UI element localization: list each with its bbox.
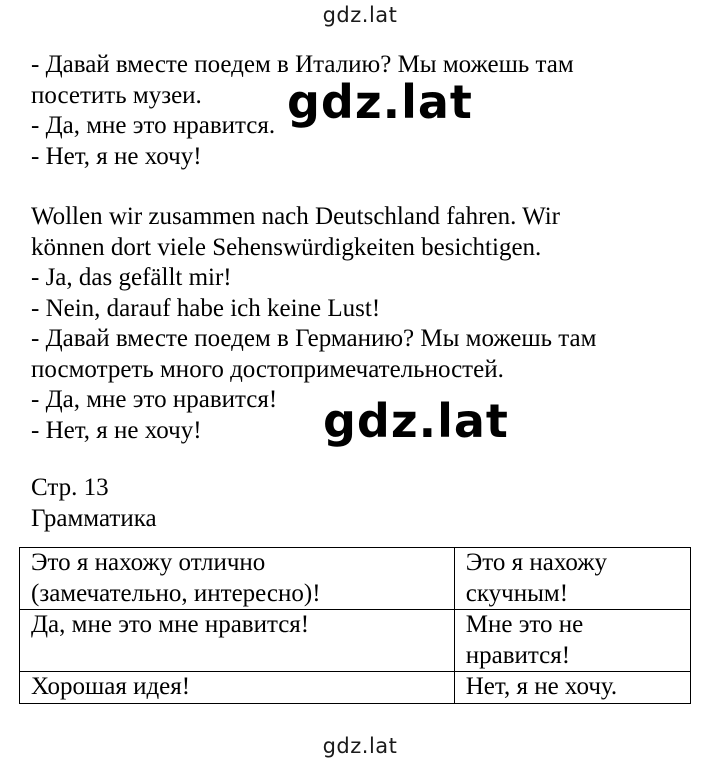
table-row bbox=[20, 610, 691, 672]
table-cell bbox=[454, 548, 690, 610]
text-line: посмотреть много достопримечательностей. bbox=[31, 355, 504, 383]
cell-line: Это я нахожу bbox=[465, 549, 608, 576]
watermark-logo: gdz.lat bbox=[287, 75, 473, 129]
cell-line: Да, мне это мне нравится! bbox=[31, 611, 310, 638]
cell-line: Это я нахожу отлично bbox=[31, 549, 266, 576]
watermark-logo: gdz.lat bbox=[323, 394, 509, 448]
site-watermark-top: gdz.lat bbox=[322, 3, 398, 27]
table-cell bbox=[20, 548, 455, 610]
text-line: - Ja, das gefällt mir! bbox=[31, 264, 232, 291]
table-cell bbox=[454, 610, 690, 672]
text-line: können dort viele Sehenswürdigkeiten besichtigen. bbox=[31, 233, 542, 261]
text-line: - Давай вместе поедем в Германию? Мы можешь там bbox=[31, 325, 597, 352]
text-line: - Да, мне это нравится. bbox=[31, 112, 276, 139]
cell-line: нравится! bbox=[465, 641, 571, 669]
table-cell bbox=[20, 672, 455, 704]
text-line: - Да, мне это нравится! bbox=[31, 386, 278, 413]
cell-line: скучным! bbox=[465, 579, 569, 607]
paragraph-gap bbox=[31, 172, 711, 202]
cell-line: Хорошая идея! bbox=[31, 673, 191, 700]
table-row bbox=[20, 548, 691, 610]
cell-line: Нет, я не хочу. bbox=[465, 673, 618, 700]
cell-line: Мне это не bbox=[465, 611, 584, 638]
text-line: - Нет, я не хочу! bbox=[31, 142, 202, 170]
text-line: - Nein, darauf habe ich keine Lust! bbox=[31, 294, 381, 322]
grammar-table bbox=[19, 547, 691, 704]
page-reference: Стр. 13 bbox=[31, 474, 109, 501]
grammar-heading: Грамматика bbox=[31, 504, 157, 532]
text-line: - Нет, я не хочу! bbox=[31, 416, 202, 444]
table-row bbox=[20, 672, 691, 704]
paragraph-gap bbox=[31, 446, 711, 473]
table-cell bbox=[20, 610, 455, 672]
cell-line: (замечательно, интересно)! bbox=[31, 579, 321, 607]
site-watermark-bottom: gdz.lat bbox=[322, 734, 398, 758]
text-line: посетить музеи. bbox=[31, 81, 202, 109]
text-line: - Давай вместе поедем в Италию? Мы можешь там bbox=[31, 51, 574, 78]
table-cell bbox=[454, 672, 690, 704]
text-line: Wollen wir zusammen nach Deutschland fahren. Wir bbox=[31, 203, 560, 230]
